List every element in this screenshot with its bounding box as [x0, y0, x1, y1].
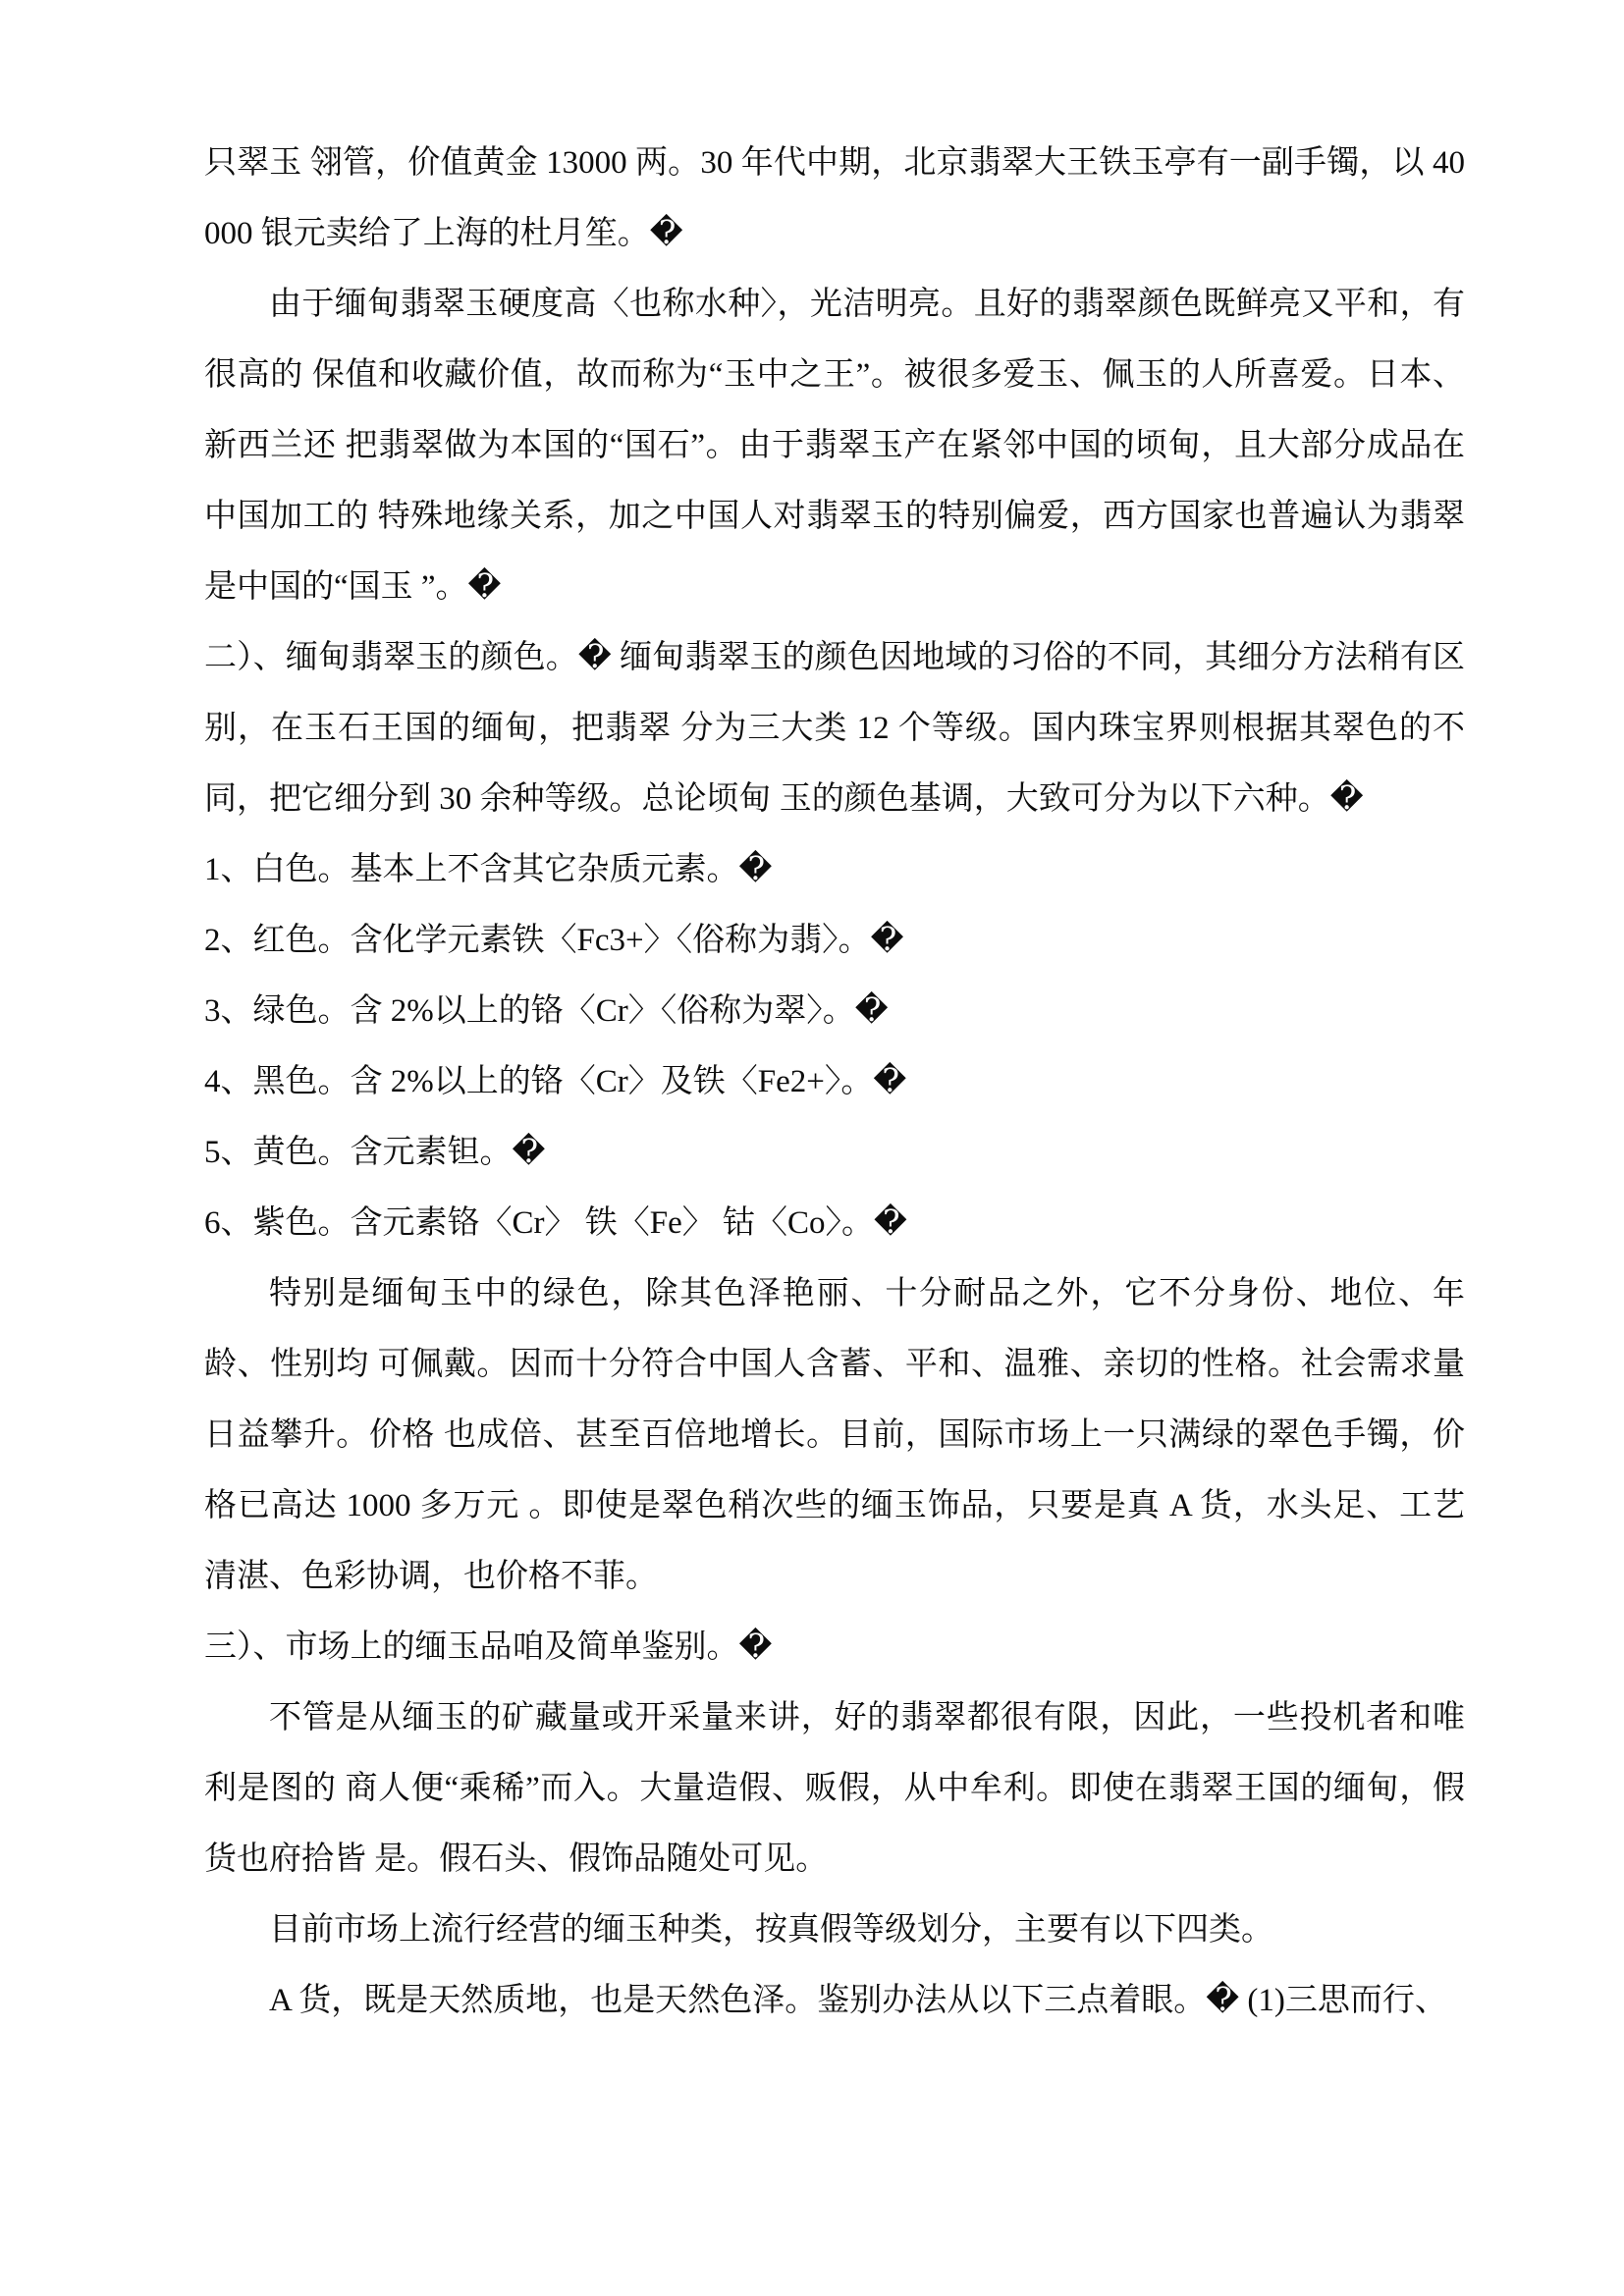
section-heading-jade-market: 三）、市场上的缅玉品咱及简单鉴别。� — [204, 1629, 773, 1665]
list-item-white: 1、白色。基本上不含其它杂质元素。� — [204, 852, 773, 887]
list-item-purple: 6、紫色。含元素铬〈Cr〉 铁〈Fe〉 钴〈Co〉。� — [204, 1205, 907, 1241]
paragraph-fake-jade: 不管是从缅玉的矿藏量或开采量来讲，好的翡翠都很有限，因此，一些投机者和唯利是图的 商人便“乘稀”而入。大量造假、贩假，从中牟利。即使在翡翠王国的缅甸，假货也府拾皆 是。假石头、假饰品随处可见。 — [204, 1700, 1465, 1877]
section-heading-jade-colors: 二）、缅甸翡翠玉的颜色。� 缅甸翡翠玉的颜色因地域的习俗的不同，其细分方法稍有区别，在玉石王国的缅甸，把翡翠 分为三大类 12 个等级。国内珠宝界则根据其翠色的不同，把它细分到 30 余种等级。总论顷甸 玉的颜色基调，大致可分为以下六种。� — [204, 640, 1465, 817]
list-item-red: 2、红色。含化学元素铁〈Fc3+〉〈俗称为翡〉。� — [204, 923, 904, 958]
list-item-green: 3、绿色。含 2%以上的铬〈Cr〉〈俗称为翠〉。� — [204, 993, 889, 1029]
list-item-yellow: 5、黄色。含元素钽。� — [204, 1135, 546, 1170]
paragraph-jade-hardness: 由于缅甸翡翠玉硬度高〈也称水种〉，光洁明亮。且好的翡翠颜色既鲜亮又平和，有很高的 保值和收藏价值，故而称为“玉中之王”。被很多爱玉、佩玉的人所喜爱。日本、新西兰还 把翡翠做为本国的“国石”。由于翡翠玉产在紧邻中国的顷甸，且大部分成品在中国加工的 特殊地缘关系，加之中国人对翡翠玉的特别偏爱，西方国家也普遍认为翡翠是中国的“国玉 ”。� — [204, 287, 1465, 605]
paragraph-four-categories: 目前市场上流行经营的缅玉种类，按真假等级划分，主要有以下四类。 — [269, 1912, 1273, 1948]
paragraph-a-grade: A 货，既是天然质地，也是天然色泽。鉴别办法从以下三点着眼。� (1)三思而行、 — [269, 1983, 1447, 2018]
paragraph-hand-bracelet: 只翠玉 翎管，价值黄金 13000 两。30 年代中期，北京翡翠大王铁玉亭有一副手镯，以 40000 银元卖给了上海的杜月笙。� — [204, 145, 1465, 251]
list-item-black: 4、黑色。含 2%以上的铬〈Cr〉及铁〈Fe2+〉。� — [204, 1064, 907, 1099]
paragraph-green-jade-value: 特别是缅甸玉中的绿色，除其色泽艳丽、十分耐品之外，它不分身份、地位、年龄、性别均 可佩戴。因而十分符合中国人含蓄、平和、温雅、亲切的性格。社会需求量日益攀升。价格 也成倍、甚至百倍地增长。目前，国际市场上一只满绿的翠色手镯，价格已高达 1000 多万元 。即使是翠色稍次些的缅玉饰品，只要是真 A 货，水头足、工艺清湛、色彩协调，也价格不菲。 — [204, 1276, 1465, 1594]
